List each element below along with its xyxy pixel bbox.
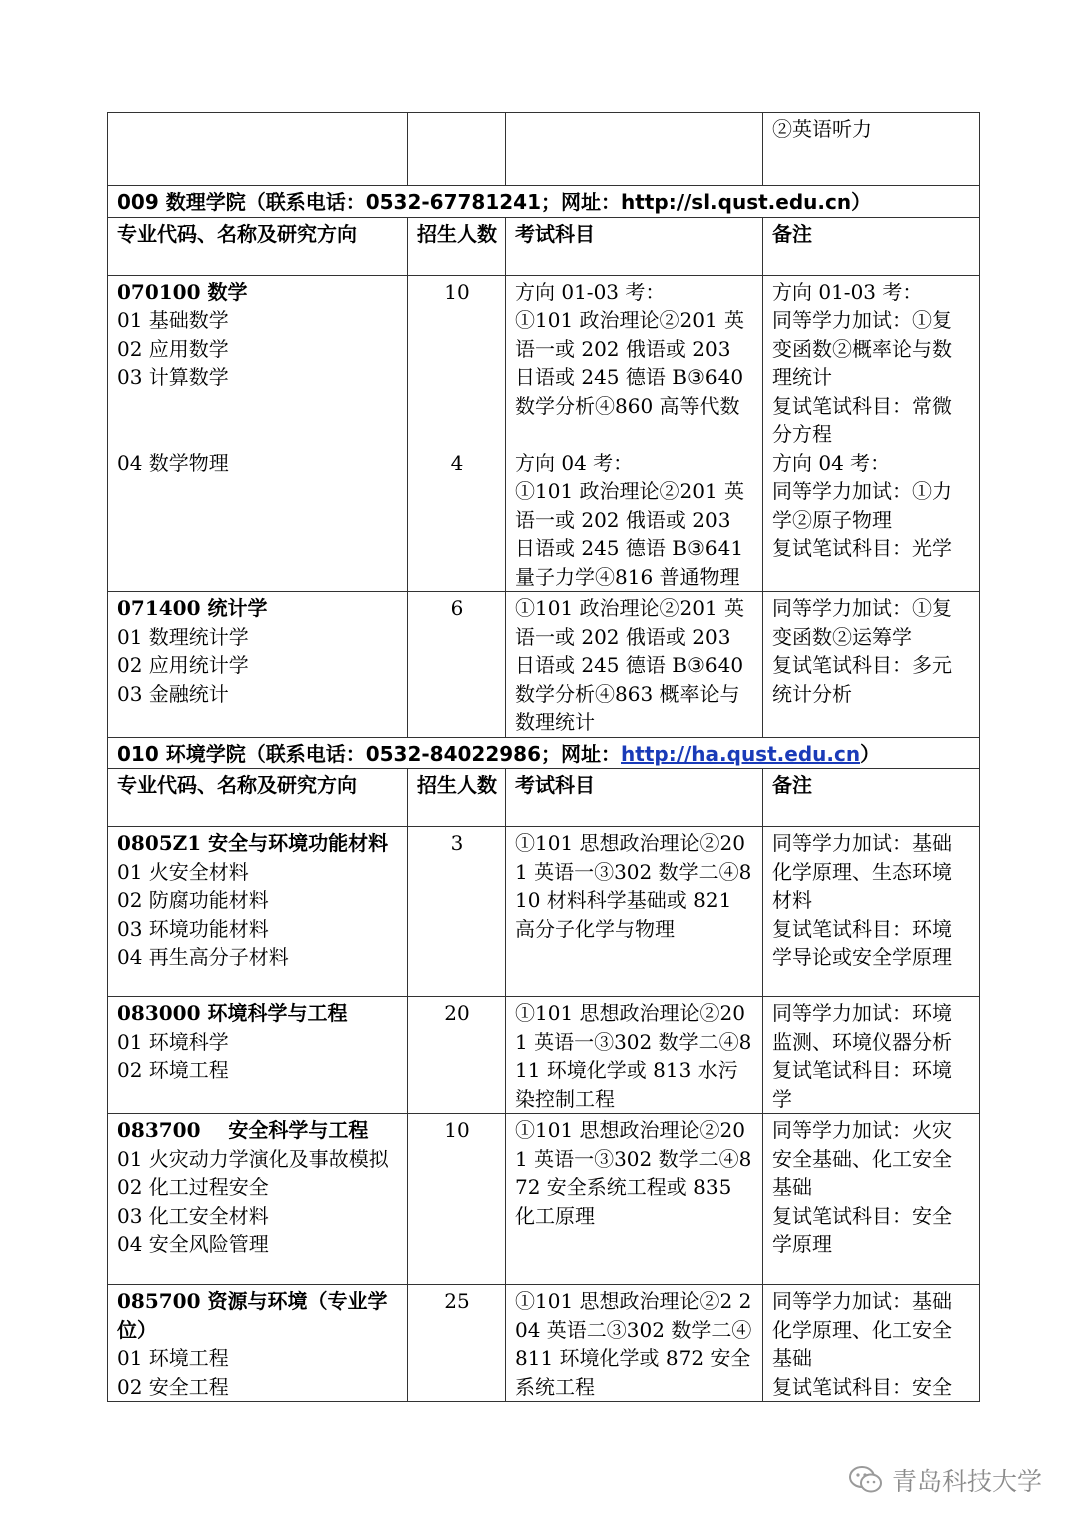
header-count: 招生人数 xyxy=(408,769,506,827)
major-title: 083000 环境科学与工程 xyxy=(117,1001,348,1025)
major-title: 085700 资源与环境（专业学位） xyxy=(117,1289,388,1342)
major-cell: 083700 安全科学与工程 01 火灾动力学演化及事故模拟 02 化工过程安全 03 化工安全材料 04 安全风险管理 xyxy=(108,1114,408,1285)
major-title: 070100 数学 xyxy=(117,279,248,304)
table-row xyxy=(108,1114,980,1285)
table-row xyxy=(108,1285,980,1402)
note-cell: 同等学力加试：①复变函数②运筹学 复试笔试科目：多元统计分析 xyxy=(763,592,980,738)
table-row xyxy=(108,827,980,997)
count-cell: 10 xyxy=(408,1114,506,1285)
college-url[interactable]: http://ha.qust.edu.cn xyxy=(621,741,861,766)
major-cell: 0805Z1 安全与环境功能材料 01 火安全材料 02 防腐功能材料 03 环境功能材料 04 再生高分子材料 xyxy=(108,827,408,997)
exam-cell: ①101 政治理论②201 英语一或 202 俄语或 203 日语或 245 德语 B③640 数学分析④863 概率论与数理统计 xyxy=(506,592,763,738)
count-cell: 6 xyxy=(408,592,506,738)
major-cell: 071400 统计学 01 数理统计学 02 应用统计学 03 金融统计 xyxy=(108,592,408,738)
header-major: 专业代码、名称及研究方向 xyxy=(108,769,408,827)
college-url[interactable]: http://sl.qust.edu.cn xyxy=(621,190,852,214)
major-title: 0805Z1 安全与环境功能材料 xyxy=(117,831,389,855)
major-title: 083700 安全科学与工程 xyxy=(117,1118,369,1142)
header-count: 招生人数 xyxy=(408,217,506,275)
major-title: 071400 统计学 xyxy=(117,596,268,620)
admissions-table xyxy=(107,112,980,1402)
exam-cell: ①101 思想政治理论②201 英语一③302 数学二④811 环境化学或 813 水污染控制工程 xyxy=(506,997,763,1114)
college-header-010: 010 环境学院（联系电话：0532-84022986；网址：http://ha.qust.edu.cn） xyxy=(108,737,980,769)
major-cell: 085700 资源与环境（专业学位） 01 环境工程 02 安全工程 xyxy=(108,1285,408,1402)
count-cell: 20 xyxy=(408,997,506,1114)
table-row xyxy=(108,275,980,592)
exam-cell: ①101 思想政治理论②201 英语一③302 数学二④872 安全系统工程或 835 化工原理 xyxy=(506,1114,763,1285)
note-cell: 同等学力加试：火灾安全基础、化工安全基础 复试笔试科目：安全学原理 xyxy=(763,1114,980,1285)
note-cell: ②英语听力 xyxy=(763,113,980,186)
college-header-009: 009 数理学院（联系电话：0532-67781241；网址：http://sl.qust.edu.cn） xyxy=(108,186,980,218)
header-note: 备注 xyxy=(763,769,980,827)
header-major: 专业代码、名称及研究方向 xyxy=(108,217,408,275)
count-cell: 3 xyxy=(408,827,506,997)
column-header-row xyxy=(108,769,980,827)
note-cell: 同等学力加试：基础化学原理、生态环境材料 复试笔试科目：环境学导论或安全学原理 xyxy=(763,827,980,997)
table-row xyxy=(108,592,980,738)
exam-cell: 方向 01-03 考： ①101 政治理论②201 英语一或 202 俄语或 203 日语或 245 德语 B③640 数学分析④860 高等代数 方向 04 考： ①101 政治理论②201 英语一或 202 俄语或 203 日语或 245 德语 B③641 量子力学④816 普通物理 xyxy=(506,275,763,592)
table-row xyxy=(108,113,980,186)
column-header-row xyxy=(108,217,980,275)
header-note: 备注 xyxy=(763,217,980,275)
exam-cell: ①101 思想政治理论②2 204 英语二③302 数学二④811 环境化学或 872 安全系统工程 xyxy=(506,1285,763,1402)
watermark xyxy=(848,1462,1042,1498)
header-exam: 考试科目 xyxy=(506,769,763,827)
count-cell: 10 4 xyxy=(408,275,506,592)
college-title: 009 数理学院（联系电话：0532-67781241；网址： xyxy=(117,190,622,214)
note-cell: 方向 01-03 考： 同等学力加试：①复变函数②概率论与数理统计 复试笔试科目：常微分方程 方向 04 考： 同等学力加试：①力学②原子物理 复试笔试科目：光学 xyxy=(763,275,980,592)
major-cell: 083000 环境科学与工程 01 环境科学 02 环境工程 xyxy=(108,997,408,1114)
note-cell: 同等学力加试：基础化学原理、化工安全基础 复试笔试科目：安全 xyxy=(763,1285,980,1402)
major-cell: 070100 数学 01 基础数学 02 应用数学 03 计算数学 04 数学物理 xyxy=(108,275,408,592)
exam-cell: ①101 思想政治理论②201 英语一③302 数学二④810 材料科学基础或 821 高分子化学与物理 xyxy=(506,827,763,997)
table-row xyxy=(108,997,980,1114)
watermark-text: 青岛科技大学 xyxy=(891,1467,1042,1496)
count-cell: 25 xyxy=(408,1285,506,1402)
note-cell: 同等学力加试：环境监测、环境仪器分析 复试笔试科目：环境学 xyxy=(763,997,980,1114)
wechat-icon xyxy=(848,1465,884,1495)
college-title: 010 环境学院（联系电话：0532-84022986；网址： xyxy=(117,741,622,766)
header-exam: 考试科目 xyxy=(506,217,763,275)
